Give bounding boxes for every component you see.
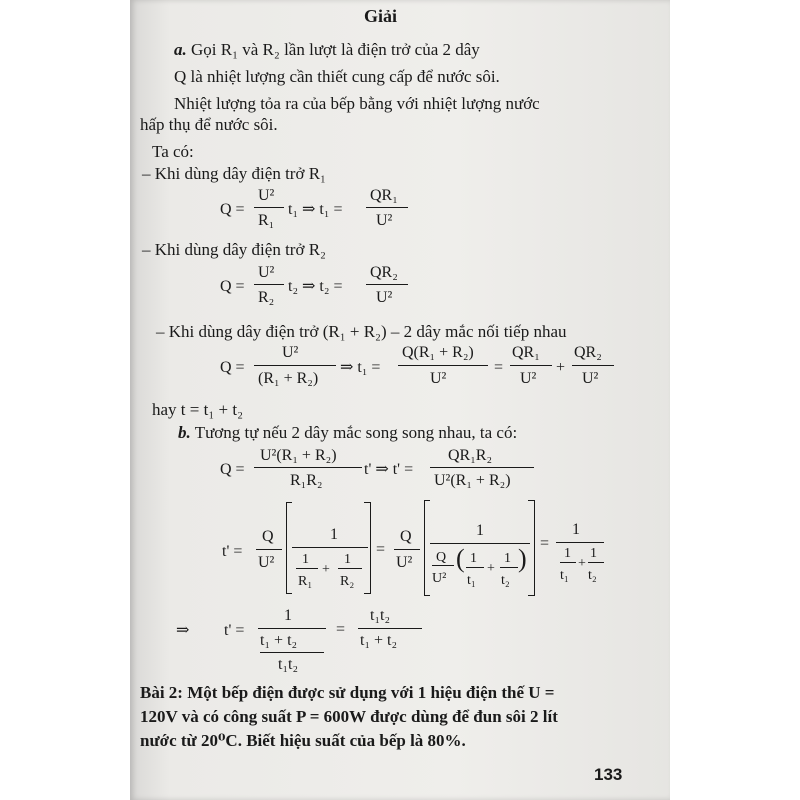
eq3-lhs: Q =	[220, 359, 245, 376]
eq4-num: U²(R₁ + R₂)	[260, 447, 337, 464]
eq3-fraction-bar-2	[398, 365, 488, 366]
eq3-num: U²	[282, 344, 299, 361]
eq1-den: R₁	[258, 212, 275, 229]
eq5-r1: R₁	[298, 574, 313, 589]
bracket-2-left-bottom	[424, 595, 430, 596]
case-2-text: – Khi dùng dây điện trở R₂	[142, 240, 326, 259]
eq6-bar-1	[258, 628, 326, 629]
eq2-lhs: Q =	[220, 278, 245, 295]
eq5-bar-t2	[500, 567, 518, 568]
eq4-den2: U²(R₁ + R₂)	[434, 472, 511, 489]
eq5-one-2: 1	[476, 522, 484, 539]
eq6-bar-3	[358, 628, 422, 629]
eq5-paren-close: )	[518, 544, 527, 573]
bai2-line-2: 120V và có công suất P = 600W được dùng để đun sôi 2 lít	[140, 707, 558, 726]
eq5-equals-1: =	[376, 541, 386, 558]
eq2-num: U²	[258, 264, 275, 281]
eq1-lhs: Q =	[220, 201, 245, 218]
eq5-q-3: Q	[436, 550, 447, 565]
eq6-den-t1: t₁	[260, 632, 271, 649]
book-page	[130, 0, 670, 800]
eq5-equals-2: =	[540, 535, 550, 552]
eq3-den: (R₁ + R₂)	[258, 370, 319, 387]
eq2-mid: t₂ ⇒ t₂ =	[288, 278, 343, 295]
eq5-q-2: Q	[400, 528, 412, 545]
bracket-2-right	[534, 500, 535, 596]
part-a-line-3: Nhiệt lượng tỏa ra của bếp bằng với nhiệt lượng nước	[174, 94, 540, 113]
eq5-one-d: 1	[504, 551, 511, 566]
eq3-num2: Q(R₁ + R₂)	[402, 344, 474, 361]
bracket-1-right-bottom	[364, 593, 370, 594]
bracket-2-right-top	[528, 500, 534, 501]
part-b-line-1	[178, 423, 517, 443]
eq3-fraction-bar-3	[510, 365, 552, 366]
eq6-den-a	[260, 631, 297, 651]
eq5-plus-1: +	[322, 562, 330, 577]
eq3-num3: QR₁	[512, 344, 540, 361]
eq3-den4: U²	[582, 370, 599, 387]
eq4-den: R₁R₂	[290, 472, 323, 489]
eq6-arrow: ⇒	[176, 622, 190, 639]
eq6-bar-2	[260, 652, 324, 653]
bai2-text-1: Một bếp điện được sử dụng với 1 hiệu điện thế U =	[187, 683, 555, 702]
eq2-den2: U²	[376, 289, 393, 306]
eq4-num2: QR₁R₂	[448, 447, 493, 464]
bracket-1-left-bottom	[286, 593, 292, 594]
bai2-line-1	[140, 683, 555, 703]
eq5-one-a: 1	[302, 552, 309, 567]
page-number: 133	[594, 765, 623, 784]
eq5-q-bar-3	[432, 565, 454, 566]
eq5-bar-1	[292, 547, 368, 548]
bracket-2-left	[424, 500, 425, 596]
eq5-t1b: t₁	[560, 568, 569, 583]
hay-line: hay t = t₁ + t₂	[152, 400, 243, 419]
eq5-u2: U²	[258, 554, 275, 571]
bai2-line-3: nước từ 20⁰C. Biết hiệu suất của bếp là 80%.	[140, 731, 466, 750]
eq5-r2: R₂	[340, 574, 355, 589]
eq1-den2: U²	[376, 212, 393, 229]
bracket-1-right-top	[364, 502, 370, 503]
eq5-bar-t1	[466, 567, 484, 568]
part-a-line-2: Q là nhiệt lượng cần thiết cung cấp để nước sôi.	[174, 67, 500, 86]
eq4-lhs: Q =	[220, 461, 245, 478]
eq5-plus-2: +	[487, 561, 495, 576]
part-a-label: a.	[174, 40, 187, 59]
eq6-num2: t₁t₂	[370, 607, 391, 624]
eq3-plus: +	[556, 359, 566, 376]
eq4-fraction-bar	[254, 467, 362, 468]
eq5-u2-3: U²	[432, 571, 447, 586]
eq6-one: 1	[284, 607, 292, 624]
eq5-one-c: 1	[470, 551, 477, 566]
eq5-u2-2: U²	[396, 554, 413, 571]
bracket-1-left	[286, 502, 287, 594]
eq5-bar-2	[430, 543, 530, 544]
case-1-text: – Khi dùng dây điện trở R₁	[142, 164, 326, 183]
eq5-t1: t₁	[467, 573, 476, 588]
eq6-den-t2: t₂	[287, 632, 298, 649]
eq5-bar-r1	[296, 568, 318, 569]
eq5-lhs: t' =	[222, 543, 243, 560]
eq5-q-bar-2	[394, 549, 420, 550]
eq5-paren-open: (	[456, 544, 465, 573]
eq2-fraction-bar	[254, 284, 284, 285]
eq5-one-1: 1	[330, 526, 338, 543]
eq3-fraction-bar	[254, 365, 336, 366]
eq1-fraction-bar-2	[366, 207, 408, 208]
eq5-q-bar	[256, 549, 282, 550]
eq3-mid: ⇒ t₁ =	[340, 359, 381, 376]
eq2-den: R₂	[258, 289, 275, 306]
eq5-t2: t₂	[501, 573, 510, 588]
eq3-equals: =	[494, 359, 504, 376]
eq5-bar-r2	[338, 568, 362, 569]
eq5-plus-3: +	[578, 556, 586, 571]
eq2-num2: QR₂	[370, 264, 398, 281]
eq1-num: U²	[258, 187, 275, 204]
eq1-num2: QR₁	[370, 187, 398, 204]
eq4-fraction-bar-2	[430, 467, 534, 468]
eq5-bar-t2b	[588, 562, 604, 563]
eq6-t1t2: t₁t₂	[278, 656, 299, 673]
eq2-fraction-bar-2	[366, 284, 408, 285]
part-a-line-4: hấp thụ để nước sôi.	[140, 115, 278, 134]
eq6-den2: t₁ + t₂	[360, 632, 398, 649]
eq3-fraction-bar-4	[572, 365, 614, 366]
eq5-one-f: 1	[590, 546, 597, 561]
part-a-text-1: Gọi R₁ và R₂ lần lượt là điện trở của 2 dây	[191, 40, 480, 59]
eq5-one-b: 1	[344, 552, 351, 567]
eq1-mid: t₁ ⇒ t₁ =	[288, 201, 343, 218]
part-a-line-1	[174, 40, 480, 60]
eq1-fraction-bar	[254, 207, 284, 208]
eq5-one-3: 1	[572, 521, 580, 538]
eq6-lhs: t' =	[224, 622, 245, 639]
eq6-equals: =	[336, 621, 346, 638]
bracket-2-left-top	[424, 500, 430, 501]
bracket-2-right-bottom	[528, 595, 534, 596]
eq5-bar-t1b	[560, 562, 576, 563]
part-a-line-5: Ta có:	[152, 142, 194, 161]
part-b-label: b.	[178, 423, 191, 442]
eq3-den3: U²	[520, 370, 537, 387]
part-b-text-1: Tương tự nếu 2 dây mắc song song nhau, ta có:	[194, 423, 518, 442]
solution-title: Giải	[364, 6, 398, 26]
eq3-den2: U²	[430, 370, 447, 387]
case-3-text: – Khi dùng dây điện trở (R₁ + R₂) – 2 dây mắc nối tiếp nhau	[156, 322, 567, 341]
eq6-den-plus: +	[274, 632, 284, 649]
eq3-num4: QR₂	[574, 344, 602, 361]
eq4-mid: t' ⇒ t' =	[364, 461, 414, 478]
bracket-1-left-top	[286, 502, 292, 503]
eq5-t2b: t₂	[588, 568, 597, 583]
eq5-one-e: 1	[564, 546, 571, 561]
eq5-q: Q	[262, 528, 274, 545]
bracket-1-right	[370, 502, 371, 594]
bai2-label: Bài 2:	[140, 683, 183, 702]
